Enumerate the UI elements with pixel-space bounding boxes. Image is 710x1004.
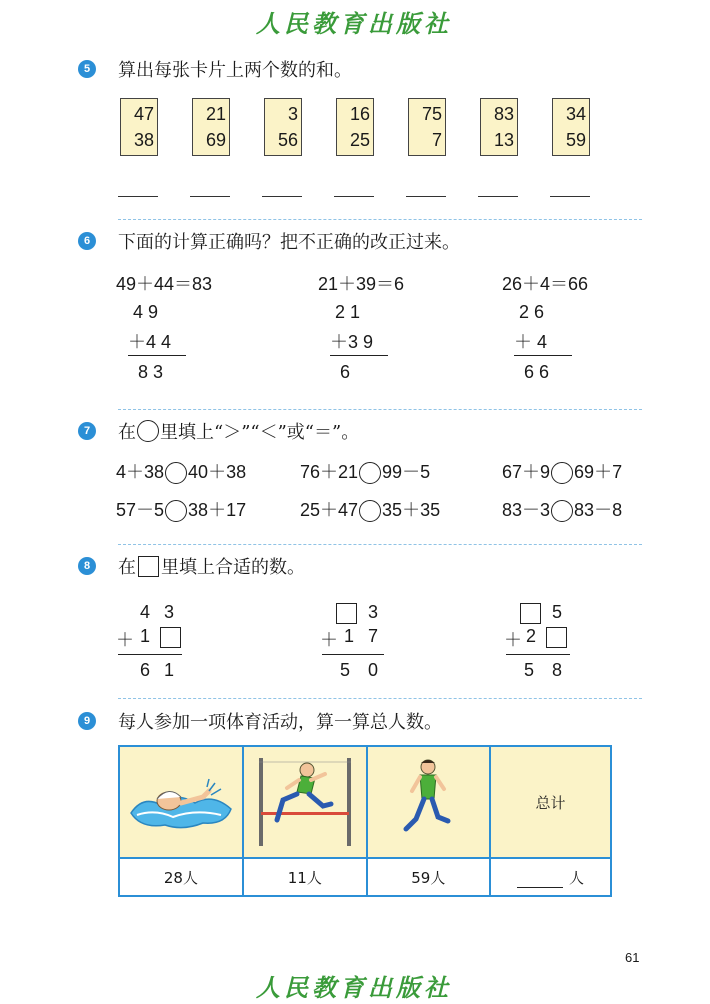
sum-line bbox=[322, 654, 384, 655]
compare-item bbox=[116, 496, 246, 522]
answer-blank[interactable] bbox=[334, 196, 374, 197]
answer-blank[interactable] bbox=[478, 196, 518, 197]
digit: 1 bbox=[344, 626, 355, 646]
answer-blank[interactable] bbox=[118, 196, 158, 197]
right-expression: 83－8 bbox=[574, 500, 623, 520]
digit: 0 bbox=[368, 660, 379, 680]
high-jump-cell bbox=[243, 746, 367, 858]
question-8-text bbox=[118, 552, 305, 580]
number-card bbox=[552, 98, 590, 156]
swimming-count: 28人 bbox=[119, 858, 243, 896]
left-expression: 67＋9 bbox=[502, 462, 551, 482]
vertical-calc-row: 6 6 bbox=[514, 362, 550, 382]
divider bbox=[118, 544, 642, 545]
card-number: 59 bbox=[565, 130, 586, 150]
question-9-number: 9 bbox=[78, 712, 96, 730]
question-7-number: 7 bbox=[78, 422, 96, 440]
blank-square-icon bbox=[138, 556, 159, 577]
digit: 6 bbox=[140, 660, 151, 680]
card-number: 25 bbox=[349, 130, 370, 150]
sum-line bbox=[330, 355, 388, 356]
digit: 3 bbox=[164, 602, 175, 622]
sum-line bbox=[506, 654, 570, 655]
high-jump-count: 11人 bbox=[243, 858, 367, 896]
sum-line bbox=[118, 654, 182, 655]
running-cell bbox=[367, 746, 490, 858]
right-expression: 38＋17 bbox=[188, 500, 247, 520]
question-7-text-b: 里填上“＞”“＜”或“＝”。 bbox=[160, 422, 360, 443]
divider bbox=[118, 409, 642, 410]
number-card bbox=[192, 98, 230, 156]
vertical-calc-row: ＋3 9 bbox=[330, 332, 374, 352]
sum-line bbox=[514, 355, 572, 356]
vertical-calc-row: 2 1 bbox=[330, 302, 361, 322]
card-number: 75 bbox=[421, 104, 442, 124]
activity-table bbox=[118, 745, 612, 897]
compare-circle-input[interactable] bbox=[359, 500, 381, 522]
left-expression: 57－5 bbox=[116, 500, 165, 520]
compare-circle-icon bbox=[137, 420, 159, 442]
answer-blank[interactable] bbox=[406, 196, 446, 197]
left-expression: 25＋47 bbox=[300, 500, 359, 520]
card-number: 16 bbox=[349, 104, 370, 124]
compare-item bbox=[502, 496, 622, 522]
calculation-equation: 21＋39＝6 bbox=[318, 274, 405, 294]
number-card bbox=[264, 98, 302, 156]
runner-icon bbox=[398, 755, 458, 845]
number-card bbox=[408, 98, 446, 156]
question-7-text-a: 在 bbox=[118, 422, 136, 443]
right-expression: 99－5 bbox=[382, 462, 431, 482]
compare-circle-input[interactable] bbox=[165, 462, 187, 484]
calculation-equation: 26＋4＝66 bbox=[502, 274, 589, 294]
digit: 1 bbox=[164, 660, 175, 680]
question-7-text bbox=[118, 417, 359, 445]
total-unit: 人 bbox=[568, 868, 584, 887]
question-8-text-a: 在 bbox=[118, 557, 136, 578]
question-9-text: 每人参加一项体育活动，算一算总人数。 bbox=[118, 712, 442, 733]
number-card bbox=[120, 98, 158, 156]
plus-sign: ＋ bbox=[504, 630, 522, 650]
card-number: 47 bbox=[133, 104, 154, 124]
vertical-calc-row: ＋ 4 bbox=[514, 332, 548, 352]
total-answer-blank[interactable] bbox=[517, 887, 563, 888]
calculation-equation: 49＋44＝83 bbox=[116, 274, 213, 294]
question-8-text-b: 里填上合适的数。 bbox=[161, 557, 305, 578]
total-cell bbox=[490, 746, 611, 858]
compare-item bbox=[300, 458, 430, 484]
card-number: 56 bbox=[277, 130, 298, 150]
publisher-header: 人民教育出版社 bbox=[256, 9, 452, 38]
compare-item bbox=[300, 496, 440, 522]
digit: 4 bbox=[140, 602, 151, 622]
total-label: 总计 bbox=[535, 793, 566, 812]
digit: 8 bbox=[552, 660, 563, 680]
question-5-text: 算出每张卡片上两个数的和。 bbox=[118, 60, 352, 81]
question-6-number: 6 bbox=[78, 232, 96, 250]
digit: 2 bbox=[526, 626, 537, 646]
compare-circle-input[interactable] bbox=[359, 462, 381, 484]
number-card bbox=[336, 98, 374, 156]
divider bbox=[118, 698, 642, 699]
plus-sign: ＋ bbox=[116, 630, 134, 650]
vertical-calc-row: 8 3 bbox=[128, 362, 164, 382]
digit: 3 bbox=[368, 602, 379, 622]
blank-square-input[interactable] bbox=[160, 627, 181, 648]
card-number: 13 bbox=[493, 130, 514, 150]
high-jumper-icon bbox=[249, 750, 361, 850]
plus-sign: ＋ bbox=[320, 630, 338, 650]
vertical-calc-row: 2 6 bbox=[514, 302, 545, 322]
answer-blank[interactable] bbox=[190, 196, 230, 197]
card-number: 3 bbox=[287, 104, 298, 124]
digit: 7 bbox=[368, 626, 379, 646]
right-expression: 69＋7 bbox=[574, 462, 623, 482]
digit: 5 bbox=[552, 602, 563, 622]
question-8-number: 8 bbox=[78, 557, 96, 575]
right-expression: 40＋38 bbox=[188, 462, 247, 482]
compare-circle-input[interactable] bbox=[165, 500, 187, 522]
vertical-calc-row: ＋4 4 bbox=[128, 332, 172, 352]
vertical-calc-row: 6 bbox=[330, 362, 351, 382]
swimmer-icon bbox=[125, 765, 237, 835]
compare-item bbox=[502, 458, 622, 484]
page-number: 61 bbox=[625, 950, 640, 965]
swimming-cell bbox=[119, 746, 243, 858]
left-expression: 83－3 bbox=[502, 500, 551, 520]
compare-circle-input[interactable] bbox=[551, 500, 573, 522]
blank-square-input[interactable] bbox=[336, 603, 357, 624]
question-6-text: 下面的计算正确吗？把不正确的改正过来。 bbox=[118, 232, 460, 253]
compare-circle-input[interactable] bbox=[551, 462, 573, 484]
digit: 1 bbox=[140, 626, 151, 646]
divider bbox=[118, 219, 642, 220]
blank-square-input[interactable] bbox=[520, 603, 541, 624]
answer-blank[interactable] bbox=[262, 196, 302, 197]
total-answer bbox=[490, 858, 611, 896]
card-number: 69 bbox=[205, 130, 226, 150]
card-number: 21 bbox=[205, 104, 226, 124]
card-number: 34 bbox=[565, 104, 586, 124]
answer-blank[interactable] bbox=[550, 196, 590, 197]
right-expression: 35＋35 bbox=[382, 500, 441, 520]
question-5-number: 5 bbox=[78, 60, 96, 78]
digit: 5 bbox=[524, 660, 535, 680]
digit: 5 bbox=[340, 660, 351, 680]
card-number: 38 bbox=[133, 130, 154, 150]
publisher-footer: 人民教育出版社 bbox=[256, 973, 452, 1002]
blank-square-input[interactable] bbox=[546, 627, 567, 648]
vertical-calc-row: 4 9 bbox=[128, 302, 159, 322]
left-expression: 76＋21 bbox=[300, 462, 359, 482]
card-number: 7 bbox=[431, 130, 442, 150]
compare-item bbox=[116, 458, 246, 484]
card-number: 83 bbox=[493, 104, 514, 124]
number-card bbox=[480, 98, 518, 156]
running-count: 59人 bbox=[367, 858, 490, 896]
sum-line bbox=[128, 355, 186, 356]
left-expression: 4＋38 bbox=[116, 462, 165, 482]
